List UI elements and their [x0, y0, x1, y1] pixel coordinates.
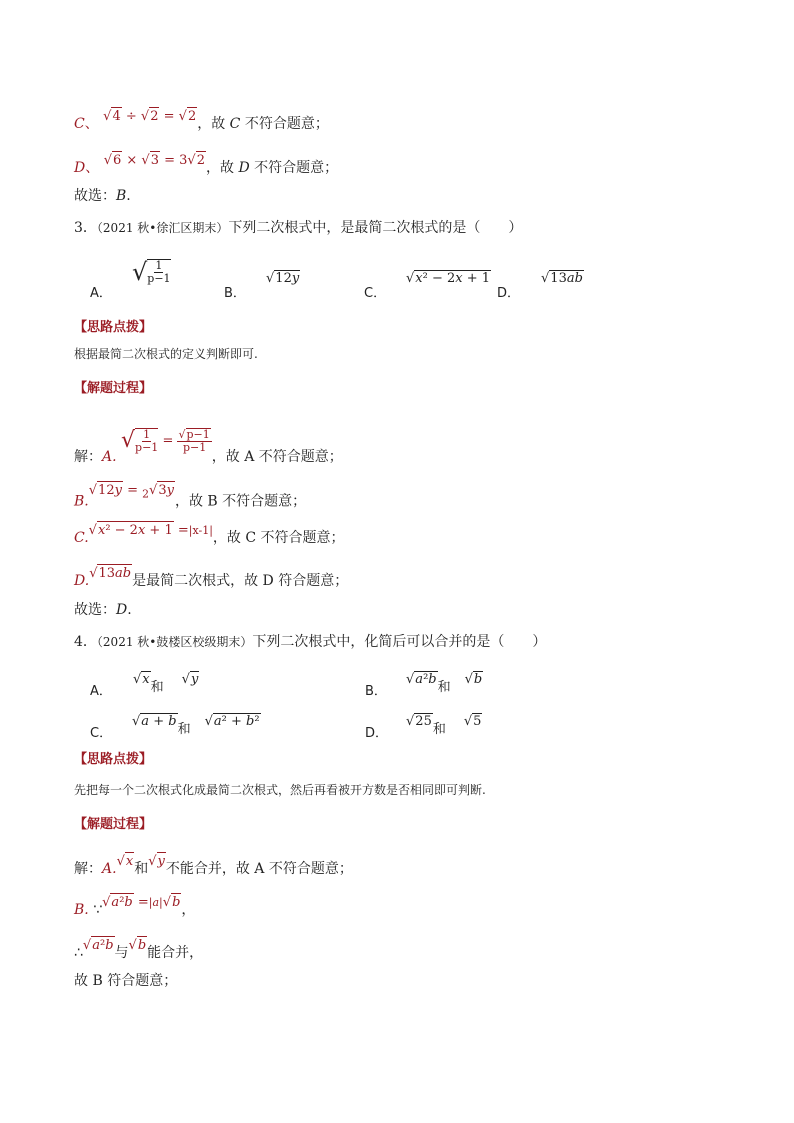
q4-option-c-expr: √a + b和√a² + b² [132, 714, 260, 737]
option-c-solution: C、 √4 ÷ √2 = √2，故 C 不符合题意； [74, 109, 329, 132]
q4-solution-b3: 故 B 符合题意； [74, 973, 178, 989]
q3-option-c-expr: √x² − 2x + 1 [406, 271, 491, 286]
option-d-solution: D、 √6 × √3 = 3√2，故 D 不符合题意； [74, 153, 339, 176]
q4-solution-b2: ∴√a²b与√b能合并， [74, 938, 204, 961]
option-letter: D [74, 160, 86, 176]
question-4-stem: 4．（2021 秋•鼓楼区校级期末）下列二次根式中，化简后可以合并的是（ ） [74, 634, 547, 650]
option-letter: C [74, 116, 85, 132]
math-expression: √ $\frac{1}{p-1}$ = $\frac{√p-1}{p-1}$ [121, 428, 210, 454]
math-expression: √6 × √3 = 3√2 [103, 153, 205, 168]
hint-text: 根据最简二次根式的定义判断即可. [74, 347, 258, 361]
q3-solution-d: D.√13ab是最简二次根式，故 D 符合题意； [74, 566, 349, 589]
q3-option-a-label: A． [90, 286, 112, 301]
q3-option-b-expr: √12y [266, 271, 300, 286]
process-title: 【解题过程】 [74, 817, 153, 832]
q4-option-a-label: A． [90, 684, 112, 699]
q4-option-a-expr: √x和√y [133, 672, 199, 695]
q3-solution-b: B.√12y = $_2$√3y，故 B 不符合题意； [74, 483, 307, 510]
q4-option-d-expr: √25和√5 [406, 714, 482, 737]
q3-option-b-label: B． [224, 286, 246, 301]
math-expression: √a²b =|a|√b [102, 895, 181, 910]
q3-option-a-expr: √ $\frac{1}{p-1}$ [132, 258, 171, 286]
math-expression: √x² − 2x + 1 =|x-1| [88, 523, 213, 538]
hint-title: 【思路点拨】 [74, 320, 153, 335]
hint-text: 先把每一个二次根式化成最简二次根式，然后再看被开方数是否相同即可判断. [74, 783, 486, 797]
q4-solution-b: B. ∵√a²b =|a|√b， [74, 895, 196, 918]
q3-solution-c: C.√x² − 2x + 1 =|x-1|，故 C 不符合题意； [74, 523, 345, 546]
math-expression: √13ab [89, 566, 132, 581]
hint-title: 【思路点拨】 [74, 752, 153, 767]
q3-option-c-label: C． [364, 286, 387, 301]
q4-solution-a: 解：A.√x和√y不能合并，故 A 不符合题意； [74, 854, 353, 877]
q3-option-d-expr: √13ab [541, 271, 583, 286]
answer-line: 故选：D. [74, 602, 132, 618]
q3-option-d-label: D． [497, 286, 521, 301]
q4-option-d-label: D． [365, 726, 389, 741]
math-expression: √12y = $_2$√3y [88, 483, 174, 501]
answer-line: 故选：B. [74, 188, 131, 204]
q3-solution-a: 解：A. √ $\frac{1}{p-1}$ = $\frac{√p-1}{p-1}$ ，故 A 不符合题意； [74, 428, 343, 465]
q4-option-b-expr: √a²b和√b [406, 672, 483, 695]
q4-option-b-label: B． [365, 684, 387, 699]
q4-option-c-label: C． [90, 726, 113, 741]
process-title: 【解题过程】 [74, 381, 153, 396]
question-3-stem: 3．（2021 秋•徐汇区期末）下列二次根式中，是最简二次根式的是（ ） [74, 220, 523, 236]
math-expression: √4 ÷ √2 = √2 [103, 109, 197, 124]
